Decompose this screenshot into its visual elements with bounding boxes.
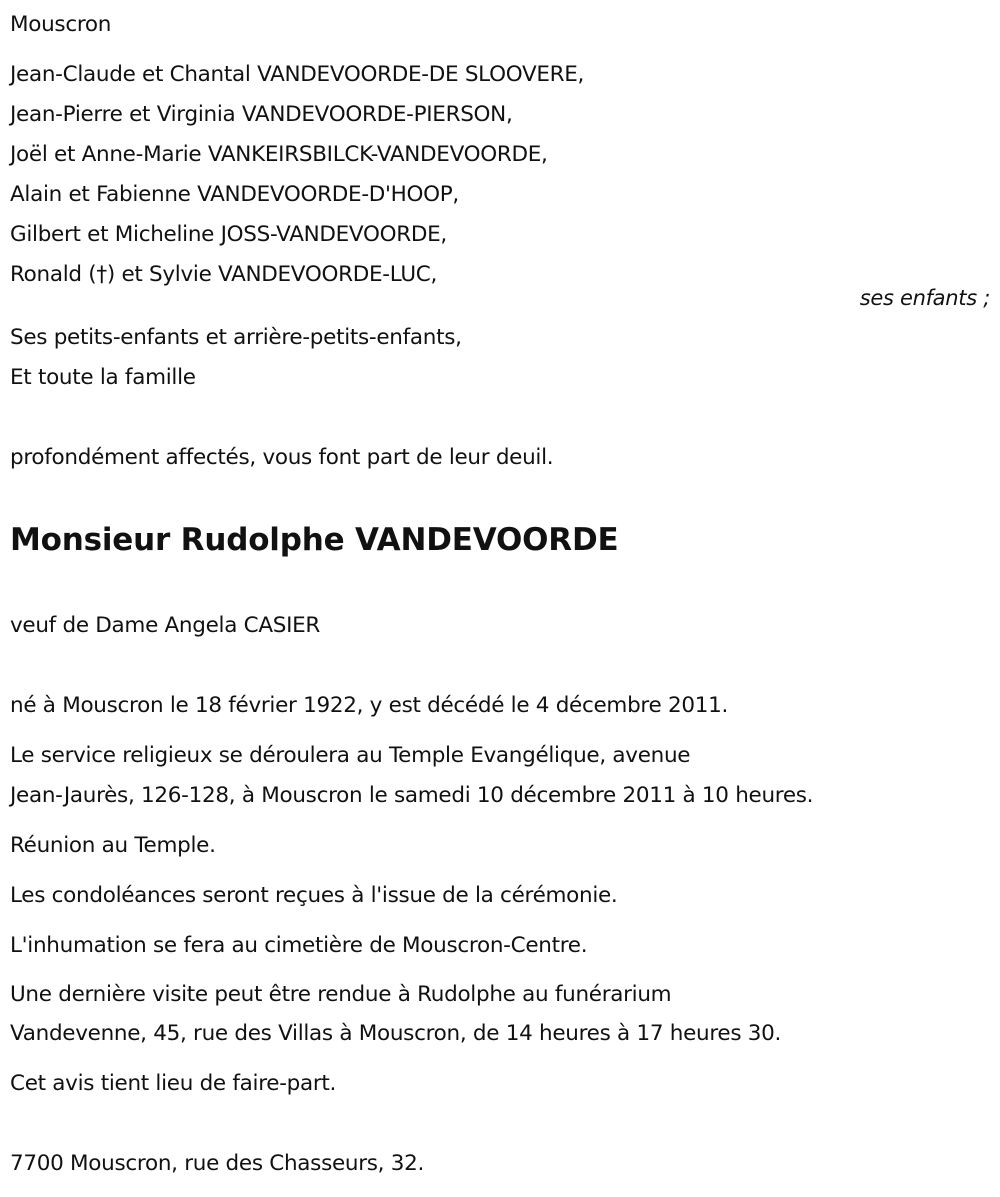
detail-line: Cet avis tient lieu de faire-part. <box>10 1071 337 1096</box>
family-line: Ses petits-enfants et arrière-petits-enfants, <box>10 325 462 350</box>
detail-line: Réunion au Temple. <box>10 833 216 858</box>
detail-line: né à Mouscron le 18 février 1922, y est décédé le 4 décembre 2011. <box>10 693 729 718</box>
child-line: Jean-Claude et Chantal VANDEVOORDE-DE SLOOVERE, <box>10 62 585 87</box>
city: Mouscron <box>10 12 112 37</box>
child-line: Jean-Pierre et Virginia VANDEVOORDE-PIERSON, <box>10 102 513 127</box>
child-line: Ronald (†) et Sylvie VANDEVOORDE-LUC, <box>10 262 438 287</box>
children-label: ses enfants ; <box>859 286 990 310</box>
deceased-name: Monsieur Rudolphe VANDEVOORDE <box>10 522 619 558</box>
child-line: Gilbert et Micheline JOSS-VANDEVOORDE, <box>10 222 447 247</box>
widower: veuf de Dame Angela CASIER <box>10 613 321 638</box>
address: 7700 Mouscron, rue des Chasseurs, 32. <box>10 1151 425 1176</box>
detail-line: L'inhumation se fera au cimetière de Mouscron-Centre. <box>10 933 588 958</box>
family-line: Et toute la famille <box>10 365 196 390</box>
detail-line: Les condoléances seront reçues à l'issue de la cérémonie. <box>10 883 618 908</box>
detail-line: Vandevenne, 45, rue des Villas à Mouscron, de 14 heures à 17 heures 30. <box>10 1021 782 1046</box>
detail-line: Une dernière visite peut être rendue à Rudolphe au funérarium <box>10 982 672 1007</box>
detail-line: Le service religieux se déroulera au Temple Evangélique, avenue <box>10 743 691 768</box>
announcement: profondément affectés, vous font part de leur deuil. <box>10 445 554 470</box>
child-line: Alain et Fabienne VANDEVOORDE-D'HOOP, <box>10 182 459 207</box>
child-line: Joël et Anne-Marie VANKEIRSBILCK-VANDEVOORDE, <box>10 142 548 167</box>
detail-line: Jean-Jaurès, 126-128, à Mouscron le samedi 10 décembre 2011 à 10 heures. <box>10 783 814 808</box>
